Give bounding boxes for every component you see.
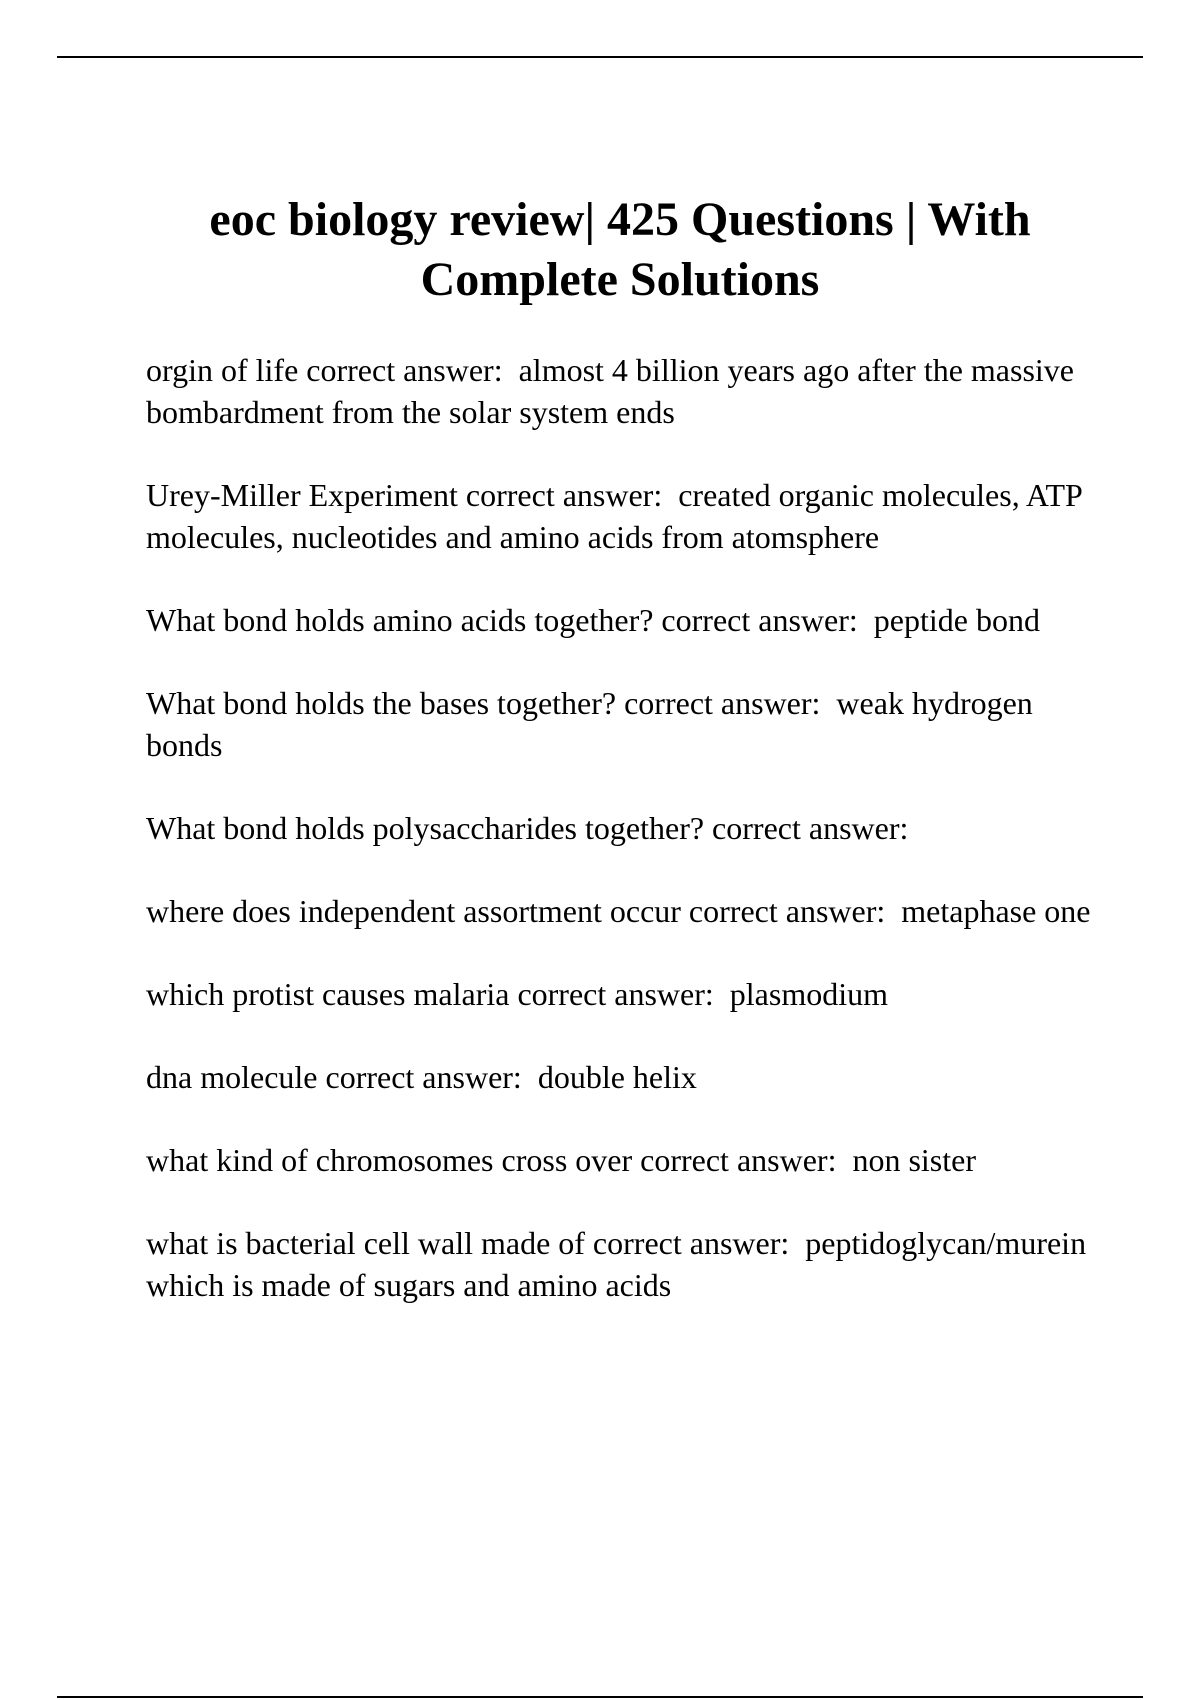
qa-entry (146, 1222, 1096, 1306)
question-text: what kind of chromosomes cross over (146, 1142, 633, 1178)
question-text: what is bacterial cell wall made of (146, 1225, 585, 1261)
question-text: What bond holds the bases together? (146, 685, 617, 721)
question-text: where does independent assortment occur (146, 893, 681, 929)
answer-text: peptidoglycan/murein which is made of sugars and amino acids (146, 1225, 1095, 1303)
answer-text: almost 4 billion years ago after the massive bombardment from the solar system ends (146, 352, 1082, 430)
answer-marker: correct answer: (640, 1142, 837, 1178)
qa-entry (146, 973, 1096, 1015)
qa-list (146, 349, 1096, 1347)
title-line-1: eoc biology review| 425 Questions | With (209, 193, 1031, 246)
answer-text: weak hydrogen bonds (146, 685, 1041, 763)
qa-entry (146, 682, 1096, 766)
title-line-2: Complete Solutions (420, 253, 820, 306)
answer-text: peptide bond (873, 602, 1040, 638)
top-divider (57, 56, 1143, 58)
answer-marker: correct answer: (465, 477, 663, 513)
answer-marker: correct answer: (712, 810, 909, 846)
answer-text: non sister (852, 1142, 976, 1178)
answer-marker: correct answer: (688, 893, 886, 929)
qa-entry (146, 1139, 1096, 1181)
document-title (100, 190, 1140, 310)
qa-entry (146, 1056, 1096, 1098)
qa-entry (146, 807, 1096, 849)
qa-entry (146, 474, 1096, 558)
question-text: Urey-Miller Experiment (146, 477, 458, 513)
qa-entry (146, 890, 1096, 932)
answer-marker: correct answer: (325, 1059, 522, 1095)
answer-marker: correct answer: (661, 602, 858, 638)
bottom-divider (57, 1696, 1143, 1698)
question-text: dna molecule (146, 1059, 318, 1095)
answer-text: created organic molecules, ATP molecules, nucleotides and amino acids from atomsphere (146, 477, 1090, 555)
question-text: What bond holds polysaccharides together? (146, 810, 705, 846)
answer-text: double helix (537, 1059, 697, 1095)
qa-entry (146, 349, 1096, 433)
answer-marker: correct answer: (306, 352, 503, 388)
answer-text: plasmodium (729, 976, 888, 1012)
answer-marker: correct answer: (624, 685, 821, 721)
answer-text: metaphase one (901, 893, 1091, 929)
answer-marker: correct answer: (517, 976, 714, 1012)
question-text: What bond holds amino acids together? (146, 602, 654, 638)
question-text: orgin of life (146, 352, 299, 388)
answer-marker: correct answer: (592, 1225, 790, 1261)
question-text: which protist causes malaria (146, 976, 510, 1012)
qa-entry (146, 599, 1096, 641)
